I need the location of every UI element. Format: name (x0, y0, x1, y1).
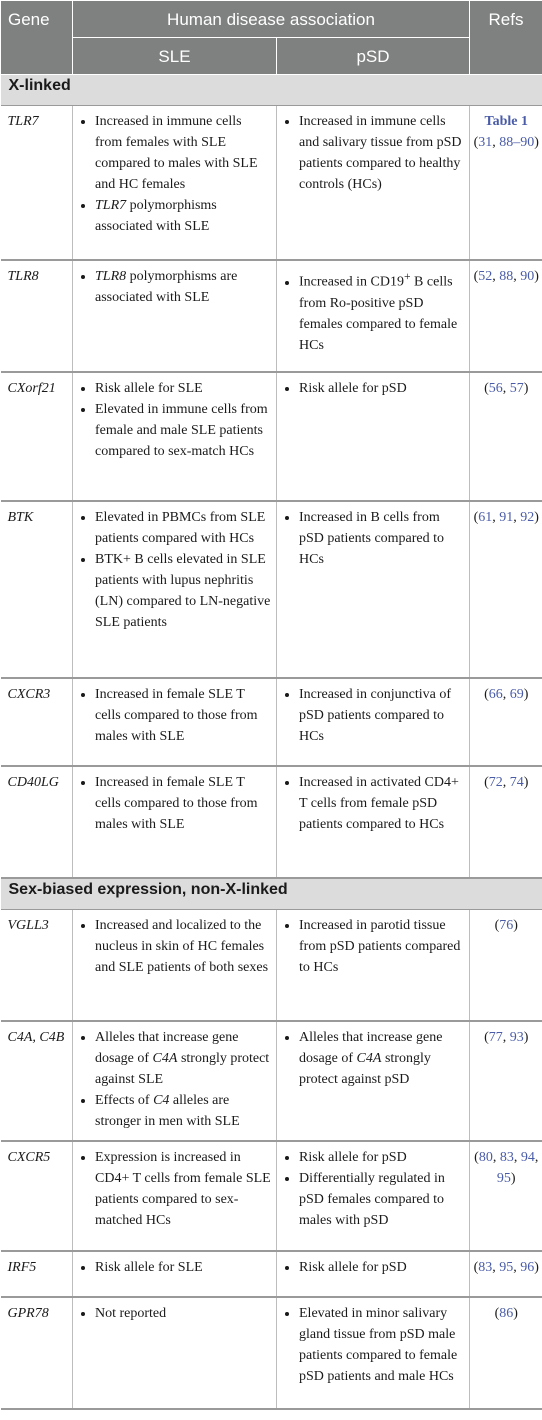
text-segment: ) (513, 918, 518, 933)
bullet-item (95, 772, 271, 835)
gene-cell: TLR8 (1, 260, 73, 372)
bullet-list (80, 266, 271, 308)
text-segment: ) (510, 1171, 516, 1186)
header-gene: Gene (1, 1, 73, 75)
sle-cell (73, 766, 277, 878)
bullet-item (299, 1303, 464, 1387)
reference-link[interactable]: 31 (478, 135, 493, 150)
text-segment: ( (494, 918, 500, 933)
text-segment: ( (473, 1260, 479, 1275)
reference-link[interactable]: 83 (478, 1260, 493, 1275)
text-segment: , (513, 510, 521, 525)
text-segment: Increased in CD19 (299, 274, 404, 290)
psd-cell (277, 766, 470, 878)
bullet-item (95, 915, 271, 978)
text-segment: , (502, 687, 510, 702)
bullet-list (80, 1303, 271, 1324)
text-segment: strongly protect against SLE (95, 1051, 270, 1087)
reference-link[interactable]: 88–90 (499, 135, 535, 150)
bullet-list (80, 378, 271, 462)
text-segment: , (492, 510, 500, 525)
bullet-list (80, 915, 271, 978)
bullet-item (95, 1027, 271, 1090)
sle-cell (73, 1021, 277, 1141)
bullet-item (299, 1257, 464, 1278)
refs-cell (470, 106, 542, 261)
reference-link[interactable]: 76 (499, 918, 514, 933)
text-segment: + (403, 270, 411, 283)
table-row (1, 260, 542, 372)
text-segment: ) (523, 775, 529, 790)
bullet-list (80, 507, 271, 633)
table-row (1, 1297, 542, 1409)
text-segment: ) (523, 381, 529, 396)
table-row (1, 766, 542, 878)
bullet-list (284, 915, 464, 978)
bullet-list (80, 111, 271, 237)
text-segment: Increased in activated CD4+ T cells from female pSD patients compared to HCs (299, 775, 459, 832)
table-body (1, 75, 542, 1410)
reference-link[interactable]: 52 (478, 269, 493, 284)
psd-cell (277, 501, 470, 678)
text-segment: TLR8 (95, 269, 127, 284)
text-segment: strongly protect against pSD (299, 1051, 431, 1087)
bullet-item (95, 399, 271, 462)
bullet-item (95, 1090, 271, 1132)
reference-link[interactable]: 90 (520, 269, 535, 284)
text-segment: Increased in conjunctiva of pSD patients compared to HCs (299, 687, 451, 744)
text-segment: ( (484, 687, 489, 702)
bullet-item (95, 684, 271, 747)
table-row (1, 1251, 542, 1297)
gene-cell: BTK (1, 501, 73, 678)
psd-cell (277, 372, 470, 501)
text-segment: Increased in immune cells and salivary tissue from pSD patients compared to healthy controls (HCs) (299, 114, 462, 192)
header-disease-association: Human disease association (73, 1, 470, 38)
text-segment: ) (513, 1306, 518, 1321)
text-segment: ( (474, 1150, 479, 1165)
bullet-item (95, 549, 271, 633)
psd-cell (277, 1251, 470, 1297)
section-title: X-linked (1, 75, 542, 106)
text-segment: Elevated in minor salivary gland tissue from pSD male patients compared to female pSD patients and male HCs (299, 1306, 458, 1384)
table-row (1, 910, 542, 1022)
section-row (1, 75, 542, 106)
text-segment: , (492, 269, 500, 284)
psd-cell (277, 1297, 470, 1409)
psd-cell (277, 260, 470, 372)
text-segment: Risk allele for pSD (299, 1150, 407, 1165)
bullet-item (299, 378, 464, 399)
refs-cell (470, 501, 542, 678)
text-segment: Risk allele for pSD (299, 1260, 407, 1275)
text-segment: BTK+ B cells elevated in SLE patients with lupus nephritis (LN) compared to LN-negative SLE patients (95, 552, 271, 630)
text-segment: Differentially regulated in pSD females compared to males with pSD (299, 1171, 445, 1228)
gene-cell: CXorf21 (1, 372, 73, 501)
bullet-item (299, 772, 464, 835)
reference-link[interactable]: 77 (488, 1030, 503, 1045)
gene-cell: CXCR3 (1, 678, 73, 766)
header-psd: pSD (277, 38, 470, 75)
table-row (1, 1021, 542, 1141)
bullet-item (95, 195, 271, 237)
text-segment: Elevated in immune cells from female and male SLE patients compared to sex-match HCs (95, 402, 268, 459)
reference-link[interactable]: 80 (478, 1150, 493, 1165)
bullet-list (284, 1027, 464, 1090)
bullet-list (284, 507, 464, 570)
reference-link[interactable]: 95 (496, 1171, 511, 1186)
reference-link[interactable]: 93 (509, 1030, 524, 1045)
text-segment: polymorphisms are associated with SLE (95, 269, 238, 305)
bullet-item (299, 1168, 464, 1231)
reference-link[interactable]: 69 (509, 687, 524, 702)
text-segment: ( (484, 775, 489, 790)
text-segment: ) (534, 135, 539, 150)
bullet-item (95, 1257, 271, 1278)
reference-link[interactable]: 91 (499, 510, 514, 525)
bullet-item (95, 1303, 271, 1324)
text-segment: Increased in immune cells from females with SLE compared to males with SLE and HC females (95, 114, 258, 192)
refs-cell (470, 1297, 542, 1409)
text-segment: , (502, 1030, 510, 1045)
header-sle: SLE (73, 38, 277, 75)
bullet-list (80, 1147, 271, 1231)
bullet-list (284, 378, 464, 399)
bullet-list (80, 1257, 271, 1278)
text-segment: Elevated in PBMCs from SLE patients compared with HCs (95, 510, 266, 546)
sle-cell (73, 910, 277, 1022)
text-segment: Alleles that increase gene dosage of (299, 1030, 443, 1066)
text-segment: alleles are stronger in men with SLE (95, 1093, 240, 1129)
bullet-item (299, 915, 464, 978)
reference-link[interactable]: 95 (499, 1260, 514, 1275)
text-segment: ) (534, 269, 539, 284)
bullet-item (299, 266, 464, 356)
psd-cell (277, 1141, 470, 1251)
sle-cell (73, 260, 277, 372)
text-segment: ( (473, 510, 479, 525)
reference-link[interactable]: 74 (509, 775, 524, 790)
text-segment: TLR7 (95, 198, 127, 213)
sle-cell (73, 1297, 277, 1409)
table-header (1, 1, 542, 75)
bullet-list (284, 684, 464, 747)
refs-cell (470, 1141, 542, 1251)
text-segment: Increased and localized to the nucleus in skin of HC females and SLE patients of both sexes (95, 918, 269, 975)
sle-cell (73, 501, 277, 678)
bullet-list (284, 1147, 464, 1231)
text-segment: Increased in female SLE T cells compared to those from males with SLE (95, 775, 258, 832)
text-segment: Alleles that increase gene dosage of (95, 1030, 239, 1066)
text-segment: Expression is increased in CD4+ T cells from female SLE patients compared to sex-matched HCs (95, 1150, 271, 1228)
bullet-list (284, 1303, 464, 1387)
text-segment: ) (534, 1260, 539, 1275)
text-segment: Increased in female SLE T cells compared to those from males with SLE (95, 687, 258, 744)
bullet-item (299, 111, 464, 195)
text-segment: ( (484, 1030, 489, 1045)
text-segment: B cells from Ro-positive pSD females compared to female HCs (299, 274, 458, 353)
refs-cell (470, 678, 542, 766)
text-segment: , (534, 1150, 539, 1165)
section-title: Sex-biased expression, non-X-linked (1, 878, 542, 910)
text-segment: ( (494, 1306, 500, 1321)
bullet-list (284, 266, 464, 356)
reference-link[interactable]: 88 (499, 269, 514, 284)
bullet-item (95, 378, 271, 399)
reference-link[interactable]: 56 (488, 381, 503, 396)
bullet-item (299, 1027, 464, 1090)
bullet-item (299, 684, 464, 747)
text-segment: Risk allele for SLE (95, 1260, 203, 1275)
text-segment: C4A (356, 1051, 382, 1066)
text-segment: , (502, 775, 510, 790)
table-row (1, 372, 542, 501)
sle-cell (73, 1141, 277, 1251)
text-segment: ( (473, 269, 479, 284)
reference-link[interactable]: 92 (520, 510, 535, 525)
psd-cell (277, 678, 470, 766)
bullet-item (299, 507, 464, 570)
psd-cell (277, 910, 470, 1022)
text-segment: , (513, 1260, 521, 1275)
bullet-item (95, 111, 271, 195)
gene-cell: CXCR5 (1, 1141, 73, 1251)
text-segment: , (492, 1260, 500, 1275)
refs-cell (470, 766, 542, 878)
gene-cell: CD40LG (1, 766, 73, 878)
text-segment: ) (523, 1030, 529, 1045)
bullet-list (80, 1027, 271, 1132)
text-segment: , (492, 1150, 500, 1165)
text-segment: Effects of (95, 1093, 154, 1108)
reference-link[interactable]: Table 1 (484, 114, 528, 129)
refs-cell (470, 372, 542, 501)
table-row (1, 1141, 542, 1251)
text-segment: C4A (152, 1051, 178, 1066)
bullet-list (284, 772, 464, 835)
bullet-item (299, 1147, 464, 1168)
bullet-list (284, 111, 464, 195)
text-segment: Increased in B cells from pSD patients compared to HCs (299, 510, 445, 567)
psd-cell (277, 106, 470, 261)
reference-link[interactable]: 96 (520, 1260, 535, 1275)
sle-cell (73, 678, 277, 766)
reference-link[interactable]: 57 (509, 381, 524, 396)
refs-cell (470, 1021, 542, 1141)
table-row (1, 106, 542, 261)
gene-cell: VGLL3 (1, 910, 73, 1022)
text-segment: ( (473, 135, 479, 150)
reference-link[interactable]: 61 (478, 510, 493, 525)
text-segment: Risk allele for pSD (299, 381, 407, 396)
bullet-list (80, 772, 271, 835)
bullet-item (95, 1147, 271, 1231)
reference-link[interactable]: 83 (499, 1150, 514, 1165)
text-segment: Increased in parotid tissue from pSD patients compared to HCs (299, 918, 461, 975)
table-row (1, 678, 542, 766)
text-segment: polymorphisms associated with SLE (95, 198, 217, 234)
bullet-list (284, 1257, 464, 1278)
header-refs: Refs (470, 1, 542, 75)
bullet-item (95, 266, 271, 308)
text-segment: Not reported (95, 1306, 167, 1321)
reference-link[interactable]: 72 (488, 775, 503, 790)
psd-cell (277, 1021, 470, 1141)
gene-cell: C4A, C4B (1, 1021, 73, 1141)
gene-cell: IRF5 (1, 1251, 73, 1297)
text-segment: ) (534, 510, 539, 525)
text-segment: , (513, 269, 521, 284)
reference-link[interactable]: 66 (488, 687, 503, 702)
table-row (1, 501, 542, 678)
sle-cell (73, 106, 277, 261)
bullet-item (95, 507, 271, 549)
text-segment: , (513, 1150, 521, 1165)
sle-cell (73, 372, 277, 501)
text-segment: ( (484, 381, 489, 396)
reference-link[interactable]: 86 (499, 1306, 514, 1321)
section-row (1, 878, 542, 910)
text-segment: C4 (153, 1093, 170, 1108)
text-segment: , (502, 381, 510, 396)
refs-cell (470, 910, 542, 1022)
text-segment: , (492, 135, 500, 150)
text-segment: ) (523, 687, 529, 702)
reference-link[interactable]: 94 (520, 1150, 535, 1165)
gene-cell: TLR7 (1, 106, 73, 261)
text-segment: Risk allele for SLE (95, 381, 203, 396)
bullet-list (80, 684, 271, 747)
refs-cell (470, 260, 542, 372)
sle-cell (73, 1251, 277, 1297)
refs-cell (470, 1251, 542, 1297)
gene-cell: GPR78 (1, 1297, 73, 1409)
